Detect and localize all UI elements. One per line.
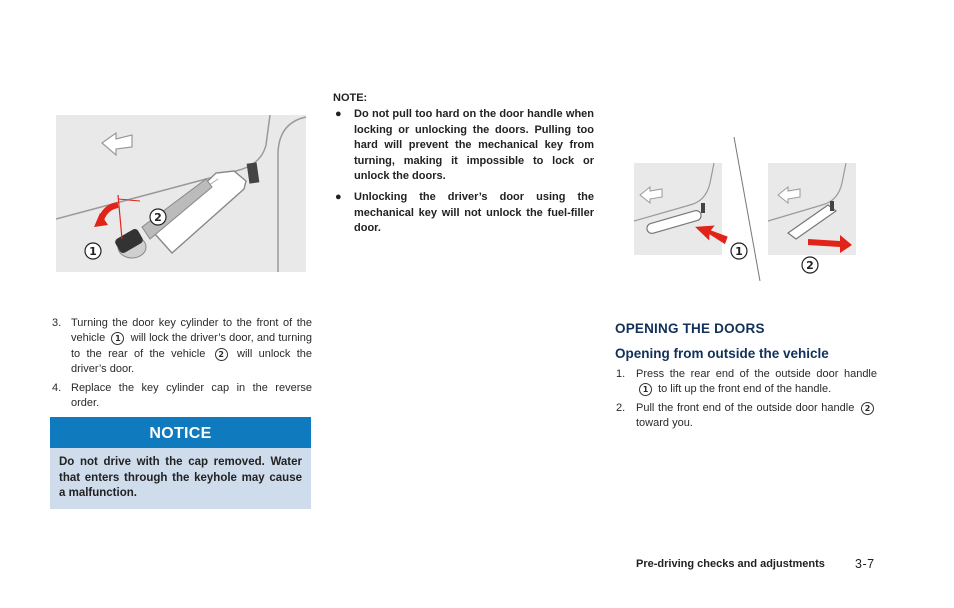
page-number: 3-7 (855, 557, 875, 571)
step-text: will lock the driver’s door, and turning to the rear of the vehicle (71, 332, 312, 360)
note-list (333, 107, 594, 236)
door-handle-illustration (632, 135, 878, 283)
step-text: to lift up the front end of the handle. (658, 383, 832, 396)
note-item (333, 190, 594, 236)
ref-circle: 1 (111, 332, 124, 345)
step-text: will unlock the driver’s door. (71, 347, 313, 376)
key-cylinder-drawing (56, 115, 306, 272)
callout-label: 1 (89, 245, 97, 258)
step-text: Replace the key cylinder cap in the reverse order. (71, 381, 312, 410)
step-text: toward you. (636, 417, 693, 430)
step-text: Press the rear end of the outside door handle (636, 368, 877, 380)
right-steps (615, 367, 877, 435)
step-text: Turning the door key cylinder to the front of the vehicle (71, 317, 312, 345)
step-number: 2. (616, 401, 626, 414)
step-item (615, 367, 877, 398)
note-block (333, 91, 594, 243)
step-number: 1. (616, 368, 626, 380)
subsection-title: Opening from outside the vehicle (615, 346, 829, 361)
ref-circle: 1 (639, 383, 652, 396)
bullet-icon: ● (335, 191, 342, 204)
note-title: NOTE: (333, 92, 368, 104)
callout-label: 2 (806, 259, 814, 272)
left-steps (50, 316, 312, 414)
step-number: 3. (52, 317, 62, 329)
step-item (615, 401, 877, 432)
footer-section: Pre-driving checks and adjustments (636, 558, 825, 570)
step-number: 4. (52, 381, 62, 394)
callout-label: 2 (154, 211, 162, 224)
notice-text: Do not drive with the cap removed. Water that enters through the keyhole may cause a malfunction. (59, 456, 302, 500)
note-text: Do not pull too hard on the door handle when locking or unlocking the doors. Pulling too hard will prevent the mechanical key from turning, making it impossible to lock or unlock the doors. (354, 108, 594, 183)
step-list (50, 316, 312, 411)
notice-title: NOTICE (50, 417, 311, 448)
door-handle-drawing (632, 135, 878, 283)
bullet-icon: ● (335, 108, 342, 121)
callout-label: 1 (735, 245, 743, 258)
key-cylinder-illustration (56, 115, 306, 272)
ref-circle: 2 (215, 348, 228, 361)
step-text: Pull the front end of the outside door handle (636, 401, 855, 414)
section-title: OPENING THE DOORS (615, 321, 765, 336)
step-item (50, 316, 312, 378)
notice-box (50, 417, 311, 509)
note-item (333, 107, 594, 184)
step-list (615, 367, 877, 432)
note-text: Unlocking the driver’s door using the mechanical key will not unlock the fuel-filler door. (354, 191, 594, 235)
ref-circle: 2 (861, 402, 874, 415)
step-item (50, 381, 312, 412)
